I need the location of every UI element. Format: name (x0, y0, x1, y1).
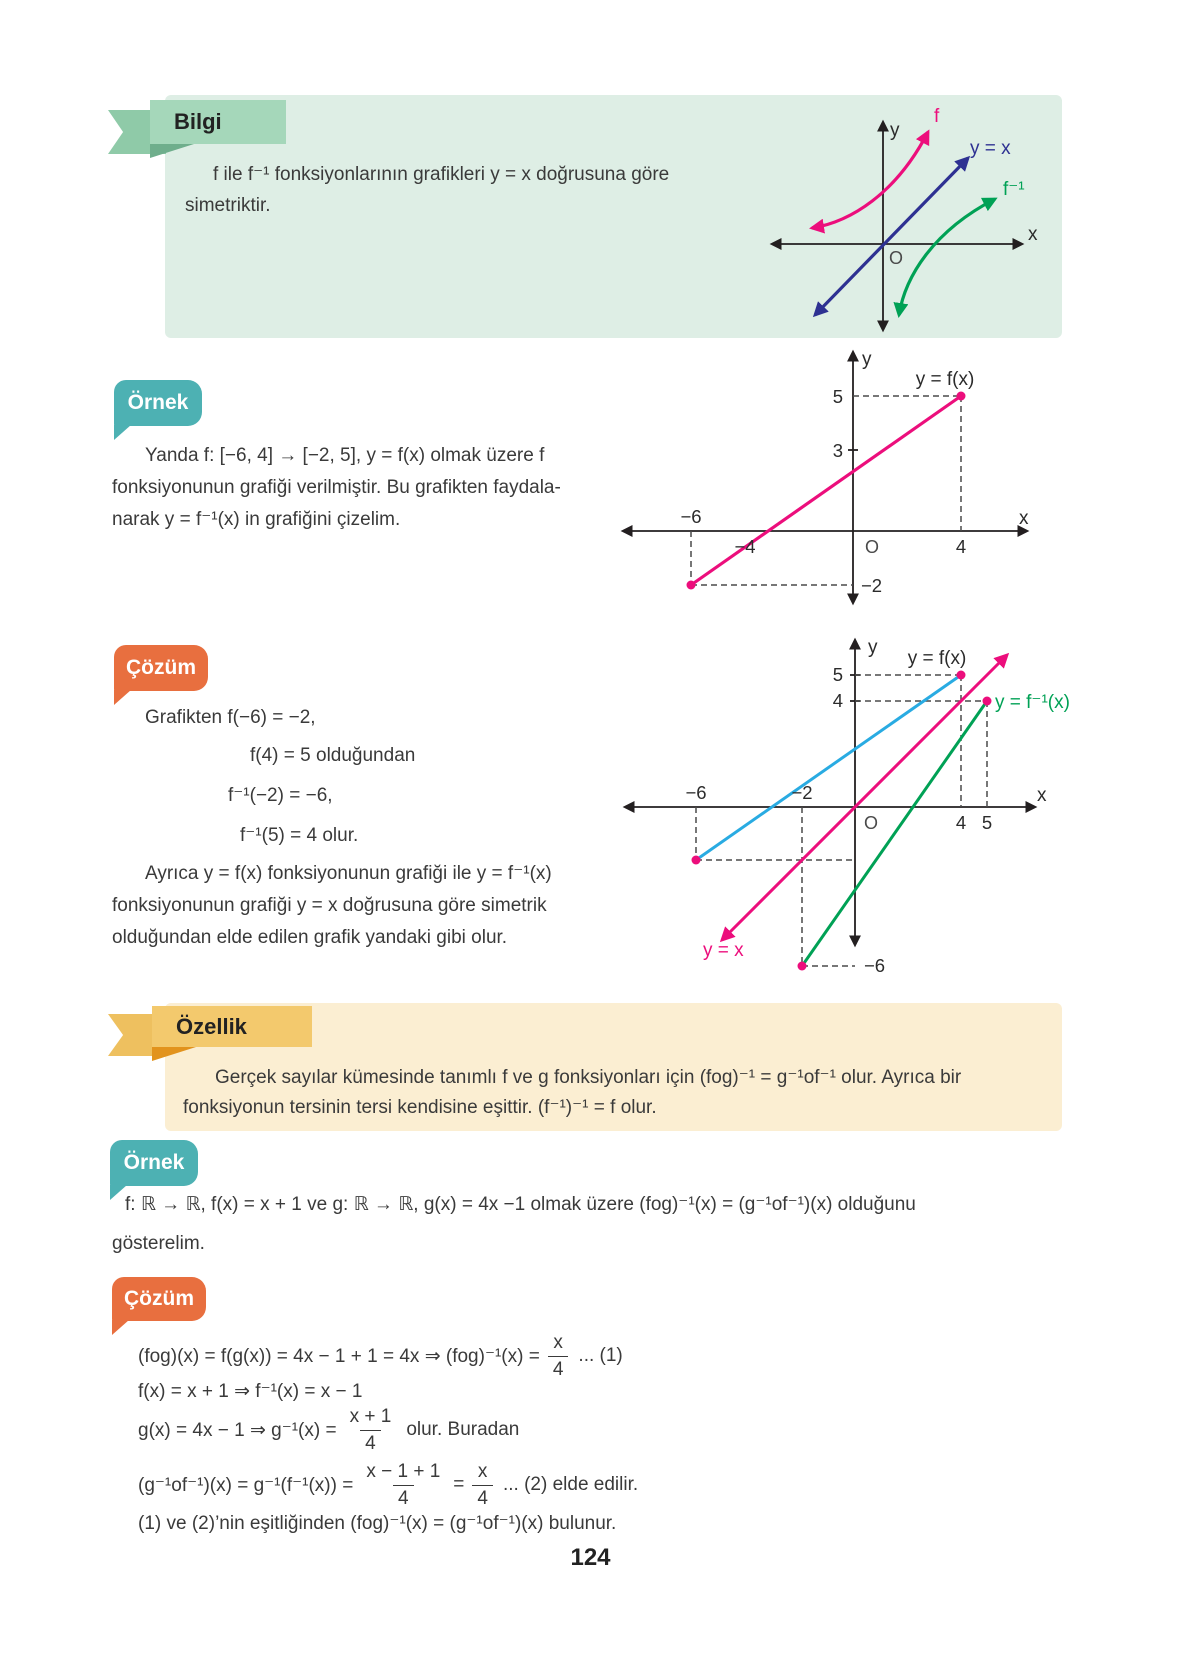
ornek1-curve-title: y = f(x) (915, 369, 975, 390)
cozum2-line3-pre: g(x) = 4x − 1 ⇒ g⁻¹(x) = (138, 1419, 337, 1441)
ornek1-origin-label: O (865, 537, 880, 557)
cozum1-line3: f⁻¹(−2) = −6, (228, 785, 333, 806)
bilgi-text-line2: simetriktir. (185, 195, 271, 216)
fraction-numerator: x (477, 1461, 488, 1483)
cozum1-badge (114, 645, 208, 691)
cozum2-line5: (1) ve (2)’nin eşitliğinden (fog)⁻¹(x) = (g⁻¹of⁻¹)(x) bulunur. (138, 1513, 617, 1534)
cozum2-line4-fraction1 (361, 1461, 445, 1509)
cozum1-yx-title: y = x (703, 940, 744, 961)
ozellik-text-line1: Gerçek sayılar kümesinde tanımlı f ve g fonksiyonları için (fog)⁻¹ = g⁻¹of⁻¹ olur. Ayrıca bir (215, 1067, 962, 1088)
bilgi-finv-curve (899, 199, 995, 315)
cozum2-line4-post: ... (2) elde edilir. (502, 1474, 639, 1495)
fraction-numerator: x + 1 (349, 1406, 392, 1428)
cozum1-tick-xm6: −6 (685, 782, 707, 803)
cozum2-line1-post: ... (1) (578, 1345, 623, 1366)
cozum2-line3-fraction (345, 1406, 397, 1454)
bilgi-finv-label: f⁻¹ (1003, 179, 1025, 200)
cozum1-para-line3: olduğundan elde edilen grafik yandaki gibi olur. (112, 927, 508, 948)
bilgi-x-axis-label: x (1028, 224, 1038, 245)
ornek1-tick-xm4: −4 (734, 536, 756, 557)
cozum1-x-axis-label: x (1037, 785, 1047, 806)
ozellik-text-line2: fonksiyonun tersinin tersi kendisine eşittir. (f⁻¹)⁻¹ = f olur. (183, 1097, 657, 1118)
ornek2-text-line2: gösterelim. (112, 1233, 205, 1254)
cozum1-tick-ym6: −6 (864, 955, 886, 976)
ornek2-badge-label: Örnek (123, 1151, 185, 1174)
cozum1-line1: Grafikten f(−6) = −2, (145, 707, 316, 728)
cozum1-point-m2-m6 (798, 962, 807, 971)
cozum1-line2: f(4) = 5 olduğundan (250, 745, 416, 766)
ornek2-text-line1: f: ℝ → ℝ, f(x) = x + 1 ve g: ℝ → ℝ, g(x) = 4x −1 olmak üzere (fog)⁻¹(x) = (g⁻¹of⁻¹)(x) olduğunu (125, 1194, 916, 1215)
cozum2-line1 (138, 1333, 623, 1379)
cozum2-badge-label: Çözüm (124, 1287, 194, 1310)
cozum1-y-axis-label: y (868, 637, 878, 658)
cozum2-line4-fraction2 (472, 1461, 493, 1509)
cozum2-line4-equals: = (453, 1474, 465, 1495)
cozum1-yx-line (722, 655, 1007, 940)
bilgi-origin-label: O (889, 248, 904, 268)
fraction-denominator: 4 (360, 1430, 381, 1454)
ornek1-tick-y3: 3 (832, 440, 843, 461)
ornek1-tick-xm6: −6 (680, 506, 702, 527)
cozum1-para-line1: Ayrıca y = f(x) fonksiyonunun grafiği ile y = f⁻¹(x) (145, 863, 552, 884)
ornek1-tick-x4: 4 (955, 536, 967, 557)
cozum1-tick-xm2: −2 (791, 782, 813, 803)
cozum1-line4: f⁻¹(5) = 4 olur. (240, 825, 359, 846)
ozellik-label: Özellik (176, 1013, 247, 1039)
ornek2-badge (110, 1140, 198, 1186)
bilgi-ribbon (150, 100, 286, 144)
cozum1-tick-x5: 5 (981, 812, 993, 833)
cozum1-badge-label: Çözüm (126, 656, 196, 679)
page-number: 124 (570, 1544, 611, 1571)
cozum1-tick-y4: 4 (832, 690, 843, 711)
cozum2-line3-post: olur. Buradan (406, 1419, 520, 1440)
ornek1-point-m6-m2 (687, 581, 696, 590)
ornek1-x-axis-label: x (1019, 508, 1029, 529)
bilgi-graph (700, 98, 1045, 335)
fraction-numerator: x (553, 1332, 563, 1354)
cozum2-line1-pre: (fog)(x) = f(g(x)) = 4x − 1 + 1 = 4x ⇒ (fog)⁻¹(x) = (138, 1345, 540, 1367)
ornek1-text-line2: fonksiyonunun grafiği verilmiştir. Bu grafikten faydala- (112, 477, 561, 498)
fraction-numerator: x − 1 + 1 (366, 1461, 441, 1483)
cozum2-line1-fraction (548, 1332, 569, 1380)
ornek1-badge (114, 380, 202, 426)
cozum1-tick-x4: 4 (955, 812, 967, 833)
ornek1-text-line3: narak y = f⁻¹(x) in grafiğini çizelim. (112, 509, 401, 530)
cozum1-graph (600, 600, 1100, 976)
fraction-denominator: 4 (393, 1485, 414, 1509)
bilgi-label: Bilgi (174, 109, 222, 134)
cozum1-point-4-5 (957, 671, 966, 680)
cozum1-point-5-4 (983, 697, 992, 706)
cozum2-badge (112, 1277, 206, 1321)
fraction-denominator: 4 (472, 1485, 493, 1509)
ornek1-point-4-5 (957, 392, 966, 401)
fraction-denominator: 4 (548, 1356, 569, 1380)
cozum2-line3 (138, 1404, 519, 1456)
bilgi-text-line1: f ile f⁻¹ fonksiyonlarının grafikleri y = x doğrusuna göre (213, 164, 670, 185)
cozum2-line4-pre: (g⁻¹of⁻¹)(x) = g⁻¹(f⁻¹(x)) = (138, 1474, 354, 1496)
bilgi-f-curve (812, 132, 928, 228)
ornek1-text-line1: Yanda f: [−6, 4] → [−2, 5], y = f(x) olmak üzere f (145, 445, 545, 466)
cozum2-line2: f(x) = x + 1 ⇒ f⁻¹(x) = x − 1 (138, 1381, 363, 1402)
cozum1-tick-y5: 5 (832, 664, 843, 685)
cozum1-finv-title: y = f⁻¹(x) (995, 692, 1070, 713)
bilgi-f-label: f (934, 106, 940, 127)
cozum2-line4 (138, 1459, 638, 1511)
ozellik-ribbon (152, 1006, 312, 1047)
ornek1-tick-y5: 5 (832, 386, 843, 407)
ornek1-badge-label: Örnek (127, 391, 189, 414)
bilgi-yx-label: y = x (970, 138, 1011, 159)
cozum1-origin-label: O (864, 813, 879, 833)
ornek1-tick-ym2: −2 (861, 575, 883, 596)
ornek1-f-line (691, 396, 961, 585)
cozum1-para-line2: fonksiyonunun grafiği y = x doğrusuna göre simetrik (112, 895, 547, 916)
cozum1-f-title: y = f(x) (907, 648, 967, 669)
cozum1-point-m6-m2 (692, 856, 701, 865)
bilgi-y-axis-label: y (890, 120, 900, 141)
ornek1-y-axis-label: y (862, 349, 872, 370)
ornek1-graph (600, 345, 1030, 610)
